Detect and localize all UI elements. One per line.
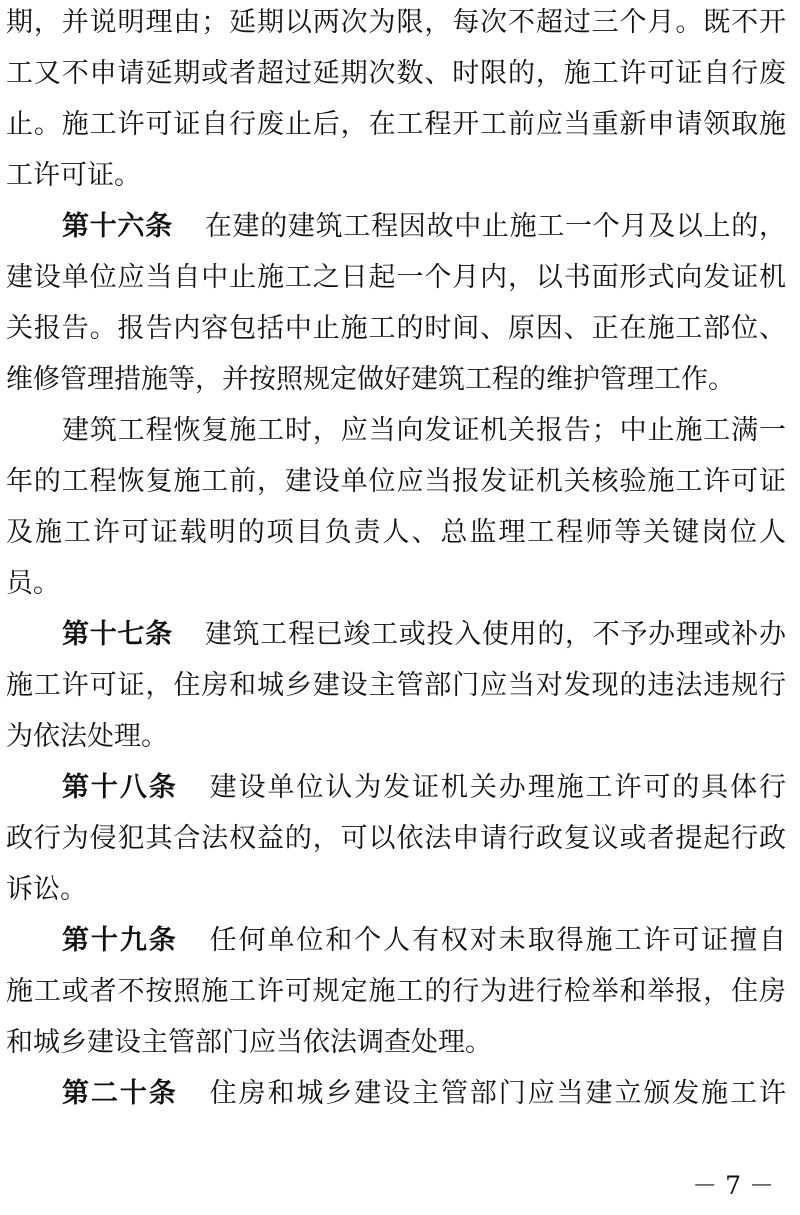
text-line: 施工许可证，住房和城乡建设主管部门应当对发现的违法违规行 [6,670,786,701]
article-text: 住房和城乡建设主管部门应当建立颁发施工许 [209,1078,786,1109]
text-line: 年的工程恢复施工前，建设单位应当报发证机关核验施工许可证 [6,466,786,497]
text-line: 诉讼。 [6,874,87,905]
text-line: 建筑工程恢复施工时，应当向发证机关报告；中止施工满一 [62,415,786,446]
text-line: 关报告。报告内容包括中止施工的时间、原因、正在施工部位、 [6,313,786,344]
article-19-first-line [62,921,786,961]
article-number: 第十九条 [62,925,178,956]
article-number: 第二十条 [62,1078,178,1109]
article-17-first-line [62,615,786,655]
article-number: 第十八条 [62,772,178,803]
article-20-first-line [62,1074,786,1114]
article-text: 任何单位和个人有权对未取得施工许可证擅自 [209,925,786,956]
text-line: 工又不申请延期或者超过延期次数、时限的，施工许可证自行废 [6,58,786,89]
text-line: 止。施工许可证自行废止后，在工程开工前应当重新申请领取施 [6,109,786,140]
text-line: 施工或者不按照施工许可规定施工的行为进行检举和举报，住房 [6,976,786,1007]
article-text: 建筑工程已竣工或投入使用的，不予办理或补办 [204,619,786,650]
text-line: 政行为侵犯其合法权益的，可以依法申请行政复议或者提起行政 [6,823,786,854]
page-number: － 7 － [692,1171,774,1200]
text-line: 维修管理措施等，并按照规定做好建筑工程的维护管理工作。 [6,364,735,395]
article-16-first-line [62,207,786,247]
text-line: 建设单位应当自中止施工之日起一个月内，以书面形式向发证机 [6,262,786,293]
text-line: 和城乡建设主管部门应当依法调查处理。 [6,1027,492,1058]
text-line: 工许可证。 [6,160,141,191]
article-text: 在建的建筑工程因故中止施工一个月及以上的， [204,211,786,242]
article-text: 建设单位认为发证机关办理施工许可的具体行 [209,772,786,803]
text-line: 期，并说明理由；延期以两次为限，每次不超过三个月。既不开 [6,7,786,38]
text-line: 为依法处理。 [6,721,168,752]
article-18-first-line [62,768,786,808]
text-line: 员。 [6,568,60,599]
article-number: 第十七条 [62,619,173,650]
text-line: 及施工许可证载明的项目负责人、总监理工程师等关键岗位人 [6,517,786,548]
article-number: 第十六条 [62,211,173,242]
